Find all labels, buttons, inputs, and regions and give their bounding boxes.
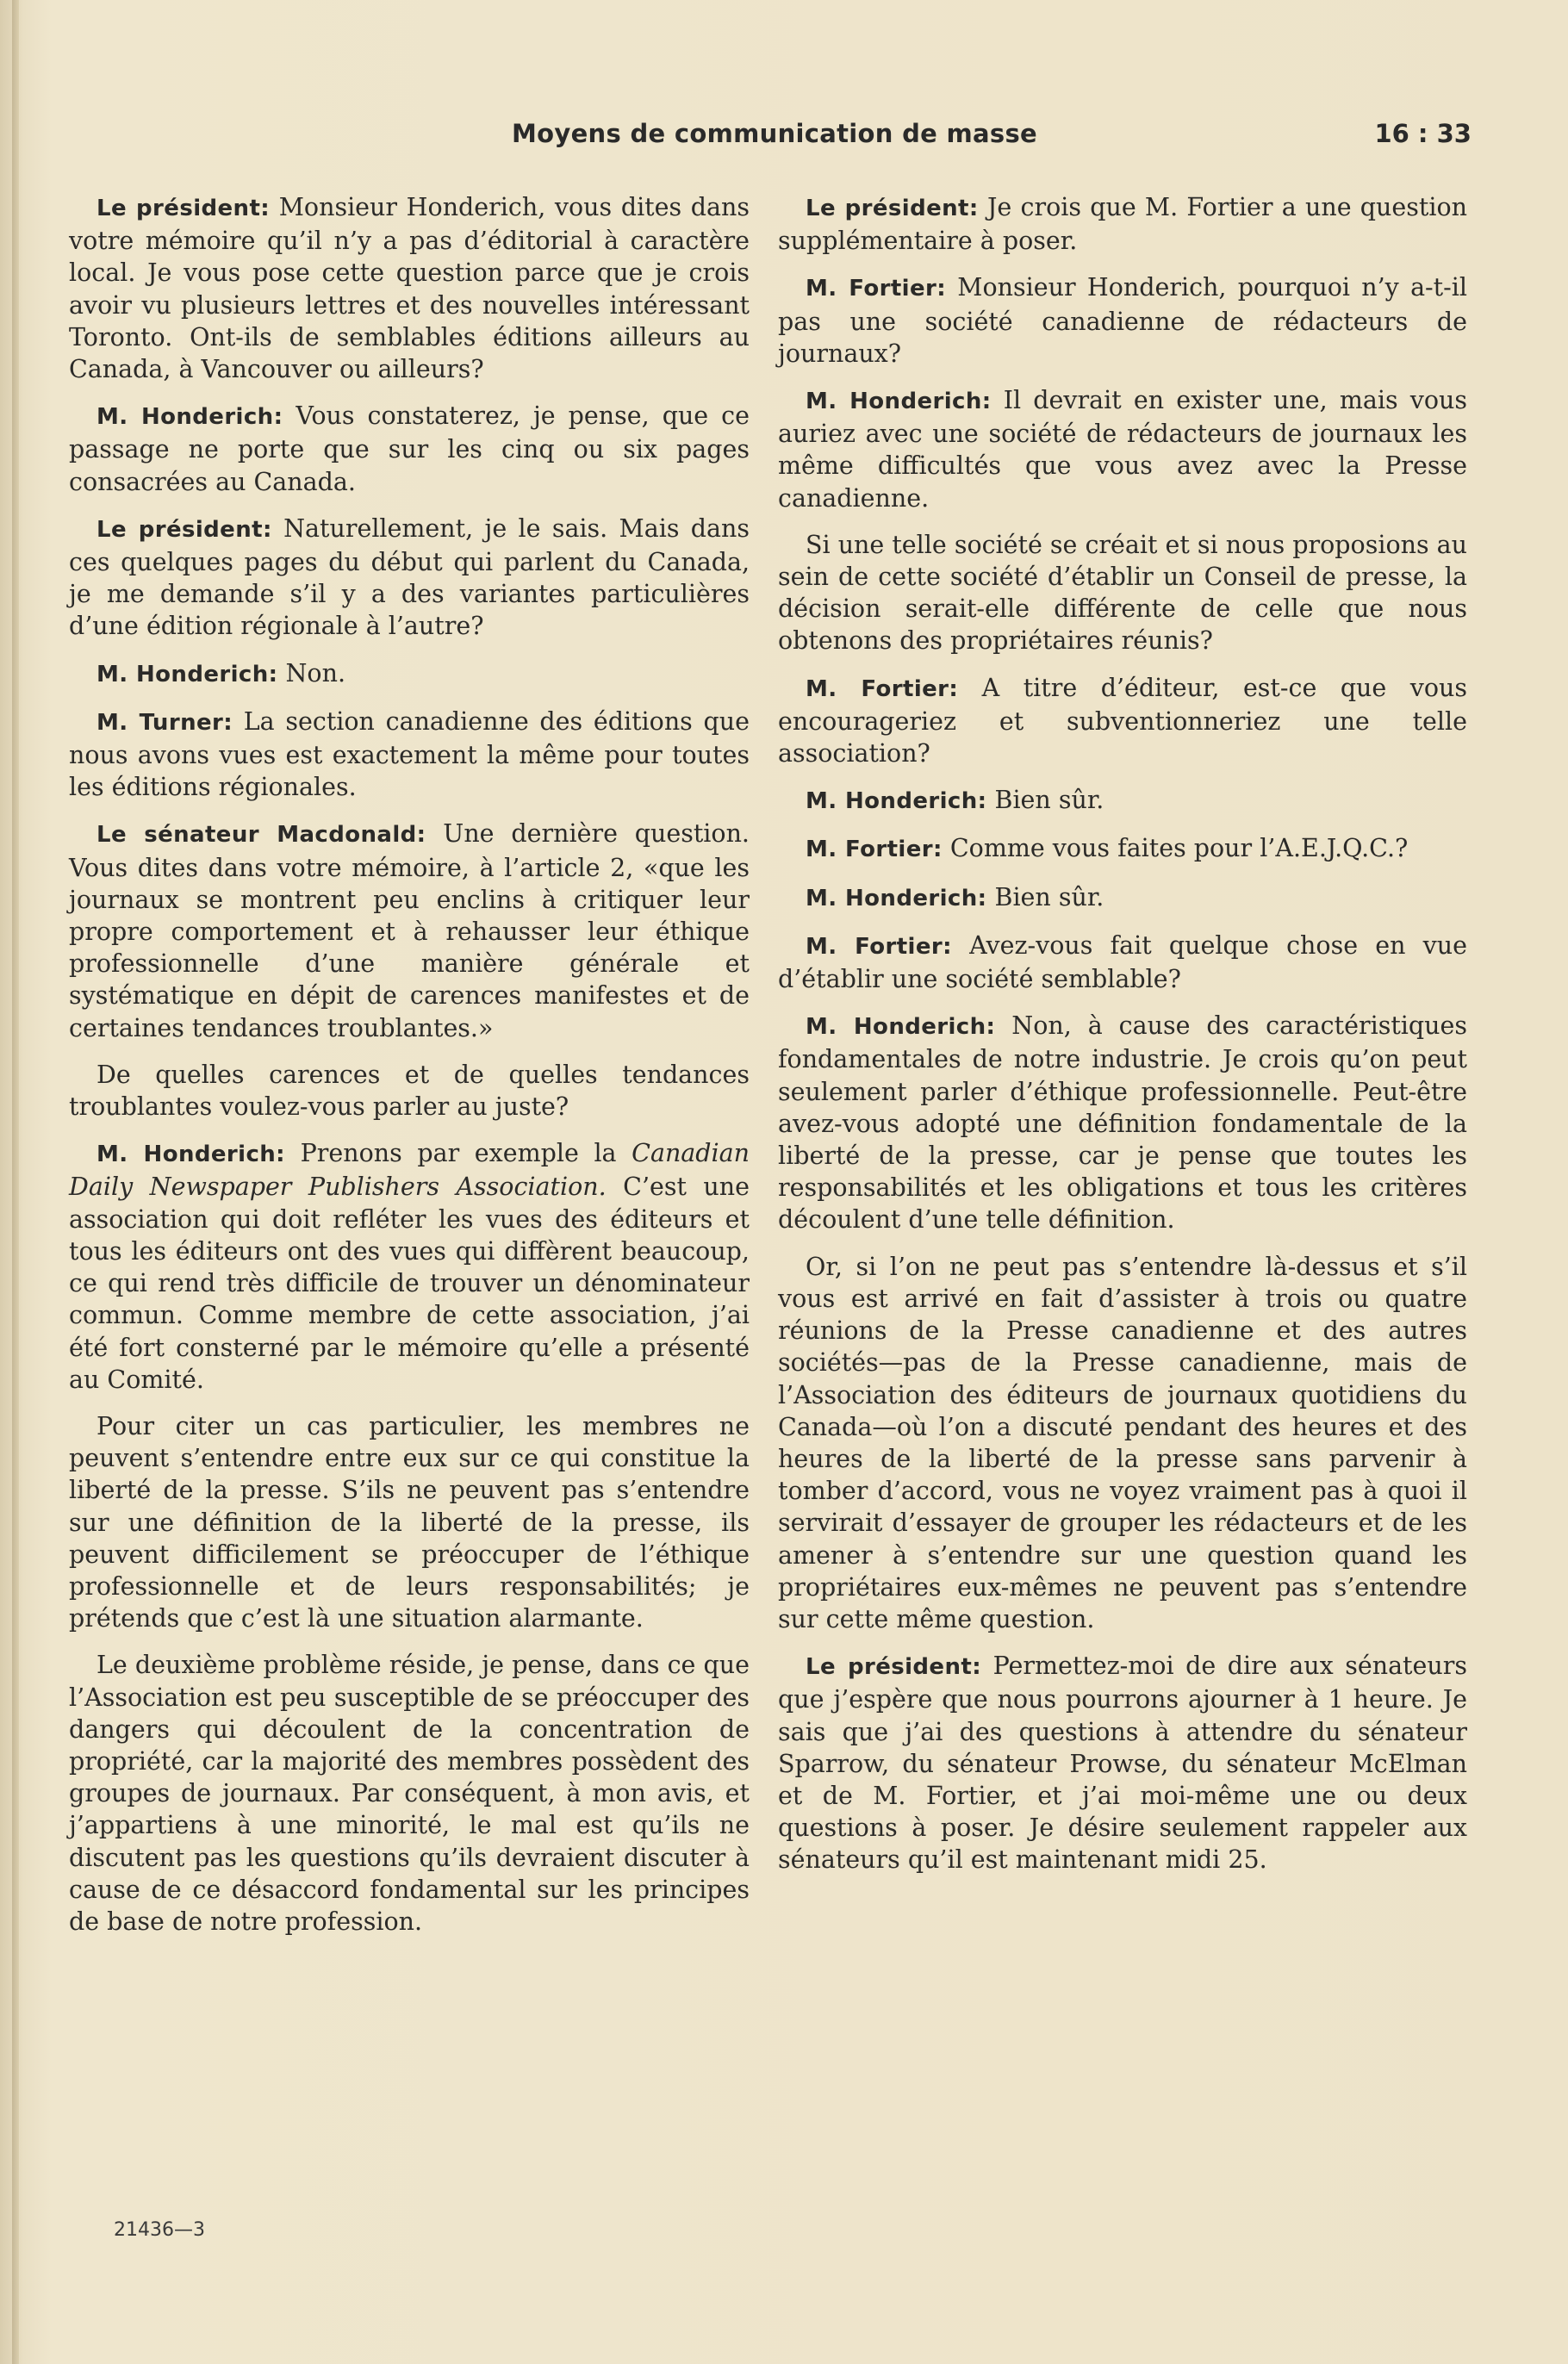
paragraph xyxy=(69,1410,750,1634)
paragraph xyxy=(778,384,1467,514)
paragraph-text: Le deuxième problème réside, je pense, dans ce que l’Association est peu susceptible de se préoccuper des dangers qui découlent de la concentration de propriété, car la majorité des membres possèdent des groupes de journaux. Par conséquent, à mon avis, et j’appartiens à une minorité, le mal est qu’ils ne discutent pas les questions qu’ils devraient discuter à cause de ce désaccord fondamental sur les principes de base de notre profession. xyxy=(69,1651,750,1936)
speaker-name: Le président: xyxy=(806,1654,981,1681)
page-number: 16 : 33 xyxy=(1374,119,1472,148)
paragraph-text: Vous constaterez, je pense, que ce passage ne porte que sur les cinq ou six pages consacrées au Canada. xyxy=(69,401,750,496)
paragraph xyxy=(778,881,1467,915)
paragraph-text: A titre d’éditeur, est-ce que vous encourageriez et subventionneriez une telle association? xyxy=(778,673,1467,768)
paragraph-text: Avez-vous fait quelque chose en vue d’établir une société semblable? xyxy=(778,930,1467,994)
speaker-name: M. Fortier: xyxy=(806,933,952,960)
speaker-name: M. Honderich: xyxy=(96,1142,285,1168)
paragraph xyxy=(778,529,1467,657)
speaker-name: M. Fortier: xyxy=(806,837,943,863)
paragraph xyxy=(69,818,750,1043)
paragraph-text: Non. xyxy=(277,658,346,687)
speaker-name: Le président: xyxy=(96,196,271,221)
paragraph xyxy=(69,657,750,691)
speaker-name: Le président: xyxy=(806,196,979,221)
running-header xyxy=(78,119,1472,162)
print-reference-number: 21436—3 xyxy=(114,2219,205,2241)
paragraph xyxy=(69,1137,750,1396)
speaker-name: M. Turner: xyxy=(96,709,233,736)
paragraph xyxy=(69,513,750,643)
paragraph-text: De quelles carences et de quelles tendances troublantes voulez-vous parler au juste? xyxy=(69,1060,750,1122)
paragraph xyxy=(69,191,750,385)
paragraph xyxy=(778,930,1467,995)
paragraph-text: Or, si l’on ne peut pas s’entendre là-dessus et s’il vous est arrivé en fait d’assister à trois ou quatre réunions de la Presse canadienne et des autres sociétés—pas de la Presse canadienne, mais de l’Association des éditeurs de journaux quotidiens du Canada—où l’on a discuté pendant des heures et des heures de la liberté de la presse sans parvenir à tomber d’accord, vous ne voyez vraiment pas à quoi il servirait d’essayer de grouper les rédacteurs et de les amener à s’entendre sur une question quand les propriétaires eux-mêmes ne peuvent pas s’entendre sur cette même question. xyxy=(778,1252,1467,1633)
paragraph xyxy=(778,1010,1467,1235)
left-column xyxy=(69,191,750,1952)
paragraph-text: Non, à cause des caractéristiques fondamentales de notre industrie. Je crois qu’on peut seulement parler d’éthique professionnelle. Peut-être avez-vous adopté une définition fondamentale de la liberté de la presse, car je pense que toutes les responsabilités et les obligations et tous les critères découlent d’une telle définition. xyxy=(778,1011,1467,1235)
paragraph xyxy=(778,1650,1467,1876)
paragraph xyxy=(778,832,1467,866)
speaker-name: Le sénateur Macdonald: xyxy=(96,822,426,849)
speaker-name: M. Honderich: xyxy=(96,661,278,687)
paragraph-text: Une dernière question. Vous dites dans votre mémoire, à l’article 2, «que les journaux se montrent peu enclins à critiquer leur propre comportement et à rehausser leur éthique professionnelle d’une manière générale et systématique en dépit de carences manifestes et de certaines tendances troublantes.» xyxy=(69,819,750,1042)
paragraph xyxy=(778,191,1467,257)
paragraph xyxy=(778,672,1467,770)
paragraph-text: Comme vous faites pour l’A.E.J.Q.C.? xyxy=(942,834,1409,863)
paragraph-text: Il devrait en exister une, mais vous auriez avec une société de rédacteurs de journaux les même difficultés que vous avez avec la Presse canadienne. xyxy=(778,386,1467,513)
paragraph-text: Permettez-moi de dire aux sénateurs que j’espère que nous pourrons ajourner à 1 heure. Je sais que j’ai des questions à attendre du sénateur Sparrow, du sénateur Prowse, du sénateur McElman et de M. Fortier, et j’ai moi-même une ou deux questions à poser. Je désire seulement rappeler aux sénateurs qu’il est maintenant midi 25. xyxy=(778,1652,1467,1875)
speaker-name: M. Honderich: xyxy=(96,404,283,431)
paragraph-text-continued: C’est une association qui doit refléter les vues des éditeurs et tous les éditeurs ont des vues qui diffèrent beaucoup, ce qui rend très difficile de trouver un dénominateur commun. Comme membre de cette association, j’ai été fort consterné par le mémoire qu’elle a présenté au Comité. xyxy=(69,1173,750,1394)
speaker-name: M. Honderich: xyxy=(806,885,987,911)
running-title: Moyens de communication de masse xyxy=(512,119,1037,148)
paragraph-text: Bien sûr. xyxy=(986,882,1104,911)
italic-association-name: Canadian Daily Newspaper Publishers Association. xyxy=(69,1139,750,1202)
paragraph-text: Bien sûr. xyxy=(986,786,1104,815)
paragraph-text: Prenons par exemple la xyxy=(284,1139,632,1168)
paragraph xyxy=(778,271,1467,370)
paragraph xyxy=(69,1649,750,1938)
paragraph-text: La section canadienne des éditions que nous avons vues est exactement la même pour toutes les éditions régionales. xyxy=(69,706,750,802)
speaker-name: M. Fortier: xyxy=(806,276,947,302)
paragraph-text: Naturellement, je le sais. Mais dans ces quelques pages du début qui parlent du Canada, je me demande s’il y a des variantes particulières d’une édition régionale à l’autre? xyxy=(69,513,750,641)
paragraph-text: Monsieur Honderich, vous dites dans votre mémoire qu’il n’y a pas d’éditorial à caractère local. Je vous pose cette question parce que je crois avoir vu plusieurs lettres et des nouvelles intéressant Toronto. Ont-ils de semblables éditions ailleurs au Canada, à Vancouver ou ailleurs? xyxy=(69,193,750,384)
paragraph xyxy=(69,400,750,498)
paragraph-text: Pour citer un cas particulier, les membres ne peuvent s’entendre entre eux sur ce qui constitue la liberté de la presse. S’ils ne peuvent pas s’entendre sur une définition de la liberté de la presse, ils peuvent difficilement se préoccuper de l’éthique professionnelle et de leurs responsabilités; je prétends que c’est là une situation alarmante. xyxy=(69,1411,750,1633)
paragraph-text: Je crois que M. Fortier a une question supplémentaire à poser. xyxy=(778,193,1467,256)
paragraph xyxy=(69,706,750,804)
paragraph xyxy=(778,1251,1467,1635)
paragraph xyxy=(778,784,1467,818)
right-column xyxy=(778,191,1467,1891)
paragraph-text: Si une telle société se créait et si nous proposions au sein de cette société d’établir un Conseil de presse, la décision serait-elle différente de celle que nous obtenons des propriétaires réunis? xyxy=(778,530,1467,656)
paragraph xyxy=(69,1059,750,1123)
speaker-name: M. Honderich: xyxy=(806,389,992,415)
speaker-name: M. Honderich: xyxy=(806,1014,996,1041)
speaker-name: Le président: xyxy=(96,516,272,543)
paragraph-text: Monsieur Honderich, pourquoi n’y a-t-il pas une société canadienne de rédacteurs de journaux? xyxy=(778,273,1467,368)
page-binding-edge xyxy=(12,0,19,2364)
speaker-name: M. Honderich: xyxy=(806,788,987,815)
speaker-name: M. Fortier: xyxy=(806,675,959,702)
